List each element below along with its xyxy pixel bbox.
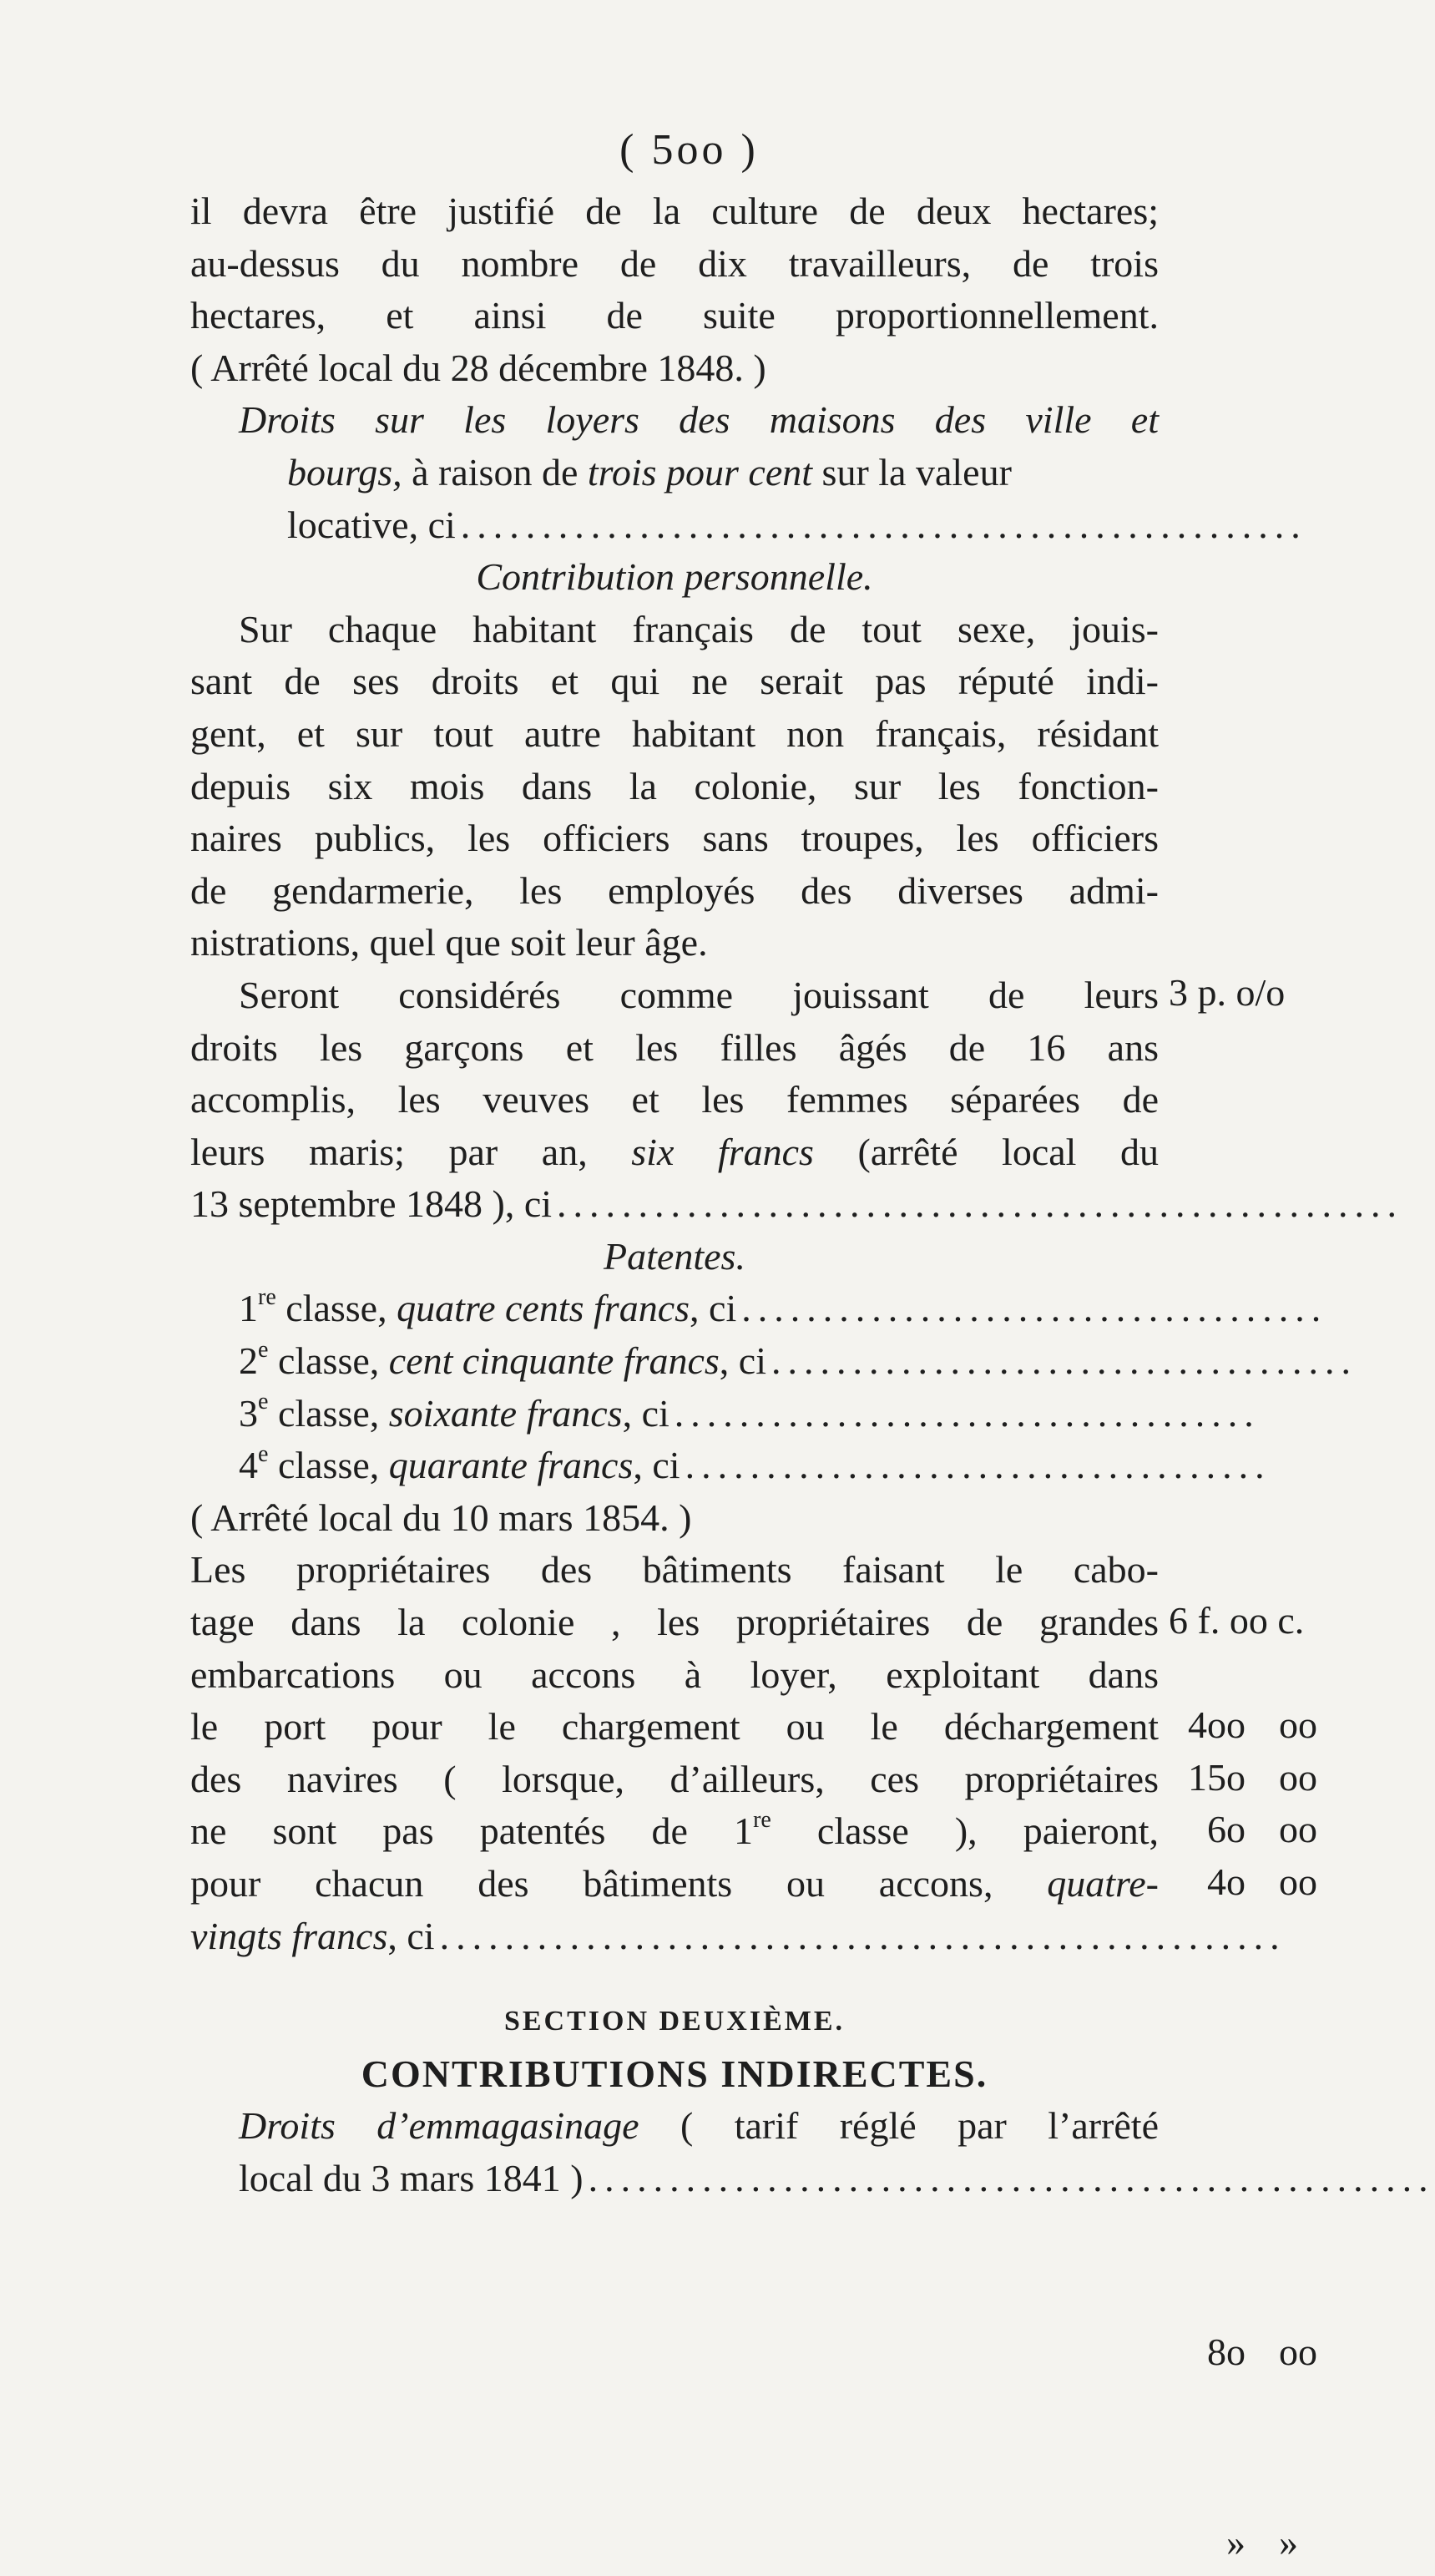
amount-cents: oo [1279, 2331, 1317, 2373]
dot-leader: .................................... [685, 1444, 1271, 1487]
text-sup: re [753, 1807, 771, 1834]
text-line: accomplis, les veuves et les femmes séparées de [190, 1078, 1159, 1121]
class-number: 1 [239, 1287, 258, 1330]
text-line: ( Arrêté local du 10 mars 1854. ) [190, 1495, 692, 1539]
text-line [190, 1858, 1159, 1910]
spacer [190, 1962, 1159, 1996]
class-number: 3 [239, 1391, 258, 1435]
class-text: classe, [268, 1444, 389, 1487]
section-heading: Patentes. [604, 1234, 745, 1278]
loyers-line: Droits sur les loyers des maisons des ville et [239, 398, 1159, 442]
loyers-text: à raison de [402, 450, 588, 493]
dot-leader: .................................... [741, 1287, 1328, 1330]
text-line [190, 2100, 1159, 2153]
page-number: ( 5oo ) [619, 126, 759, 174]
emmagasinage-leader-line [190, 2153, 1435, 2205]
amount-value: 6o [1207, 1808, 1246, 1850]
text-line: de gendarmerie, les employés des diverses admi- [190, 868, 1159, 912]
class-words: cent cinquante francs [388, 1339, 720, 1383]
amount-class-2 [1169, 1755, 1369, 1799]
text-line: hectares, et ainsi de suite proportionnellement. [190, 294, 1159, 337]
amount-class-1 [1169, 1703, 1369, 1747]
text: , ci [387, 1914, 435, 1957]
text: six francs [631, 1130, 814, 1173]
text: leurs maris; par an, [190, 1130, 632, 1173]
text-line: nistrations, quel que soit leur âge. [190, 921, 708, 964]
loyers-text: sur la valeur [812, 450, 1012, 493]
class-text: classe, [268, 1339, 389, 1383]
loyers-text: bourgs, [287, 450, 402, 493]
amount-cents: » [1279, 2521, 1298, 2563]
class-words: soixante francs [388, 1391, 623, 1435]
patente-class-row [190, 1283, 1328, 1335]
text-line [190, 1805, 1159, 1858]
text-line: droits les garçons et les filles âgés de 16 ans [190, 1025, 1159, 1069]
amount-emmagasinage [1169, 2520, 1369, 2564]
amount-personnelle: 6 f. oo c. [1169, 1599, 1305, 1642]
loyers-label: locative, ci [287, 503, 456, 546]
class-tail: , ci [719, 1339, 766, 1383]
class-tail: , ci [633, 1444, 680, 1487]
dot-leader: .................................................... [439, 1914, 1286, 1957]
dot-leader: .................................... [771, 1339, 1357, 1383]
class-tail: , ci [622, 1391, 669, 1435]
dot-leader: .................................................... [588, 2156, 1435, 2199]
text: classe ), paieront, [771, 1809, 1159, 1853]
class-number: 4 [239, 1444, 258, 1487]
class-text: classe, [268, 1391, 389, 1435]
section-heading: Contribution personnelle. [476, 555, 873, 599]
amount-value: 4o [1207, 1860, 1246, 1903]
text-line: il devra être justifié de la culture de deux hectares; [190, 190, 1159, 232]
loyers-leader-line [190, 499, 1307, 552]
patente-class-row [190, 1440, 1271, 1492]
text-line: embarcations ou accons à loyer, exploitant dans [190, 1652, 1159, 1696]
amount-cents: oo [1279, 1860, 1317, 1903]
dot-leader: .................................................... [460, 503, 1307, 546]
loyers-text: trois pour cent [587, 450, 813, 493]
amount-cents: oo [1279, 1703, 1317, 1746]
text: (arrêté local du [813, 1130, 1159, 1173]
class-sup: e [258, 1389, 269, 1415]
loyers-line [190, 447, 1159, 499]
text: Droits d’emmagasinage [239, 2104, 639, 2148]
class-words: quarante francs [388, 1444, 634, 1487]
text: local du 3 mars 1841 ) [239, 2156, 584, 2199]
amount-cents: oo [1279, 1756, 1317, 1799]
amount-loyers: 3 p. o/o [1169, 971, 1286, 1014]
personnelle-label: 13 septembre 1848 ), ci [190, 1182, 553, 1226]
text: ne sont pas patentés de 1 [190, 1809, 754, 1853]
section-title: CONTRIBUTIONS INDIRECTES. [361, 2052, 988, 2095]
class-sup: e [258, 1440, 269, 1467]
text-line [190, 1126, 1159, 1179]
class-tail: , ci [690, 1287, 737, 1330]
dot-leader: .................................... [674, 1391, 1261, 1435]
amount-value: 15o [1188, 1756, 1246, 1799]
patente-class-row [190, 1335, 1357, 1388]
text: vingts francs [190, 1914, 388, 1957]
class-sup: e [258, 1336, 269, 1363]
personnelle-leader-line [190, 1178, 1404, 1231]
amount-class-4 [1169, 1860, 1369, 1904]
text: quatre- [1047, 1862, 1159, 1905]
text-line: naires publics, les officiers sans troupes, les officiers [190, 817, 1159, 860]
text-line: Les propriétaires des bâtiments faisant le cabo- [190, 1548, 1159, 1592]
patente-class-row [190, 1388, 1261, 1440]
text-line: ( Arrêté local du 28 décembre 1848. ) [190, 346, 766, 389]
section-label: SECTION DEUXIÈME. [503, 2006, 846, 2037]
text: pour chacun des bâtiments ou accons, [190, 1862, 1048, 1905]
class-sup: re [258, 1284, 276, 1311]
text-line: Seront considérés comme jouissant de leurs [239, 973, 1159, 1016]
text-line: Sur chaque habitant français de tout sexe, jouis- [239, 607, 1159, 650]
class-words: quatre cents francs [397, 1287, 690, 1330]
amount-cents: oo [1279, 1808, 1317, 1850]
text: ( tarif réglé par l’arrêté [639, 2104, 1159, 2148]
text-line: au-dessus du nombre de dix travailleurs, de trois [190, 241, 1159, 285]
amount-class-3 [1169, 1807, 1369, 1851]
text-line: depuis six mois dans la colonie, sur les fonction- [190, 764, 1159, 807]
text-line: tage dans la colonie , les propriétaires de grandes [190, 1601, 1159, 1644]
dot-leader: .................................................... [557, 1182, 1404, 1226]
class-number: 2 [239, 1339, 258, 1383]
amount-cabotage [1169, 2330, 1369, 2374]
cabotage-leader-line [190, 1910, 1286, 1963]
amount-value: 8o [1207, 2331, 1246, 2373]
amount-value: 4oo [1188, 1703, 1246, 1746]
text-line: le port pour le chargement ou le déchargement [190, 1705, 1159, 1749]
class-text: classe, [275, 1287, 397, 1330]
text-line: sant de ses droits et qui ne serait pas réputé indi- [190, 660, 1159, 703]
text-line: des navires ( lorsque, d’ailleurs, ces propriétaires [190, 1757, 1159, 1800]
amount-value: » [1226, 2521, 1246, 2563]
text-line: gent, et sur tout autre habitant non français, résidant [190, 711, 1159, 755]
